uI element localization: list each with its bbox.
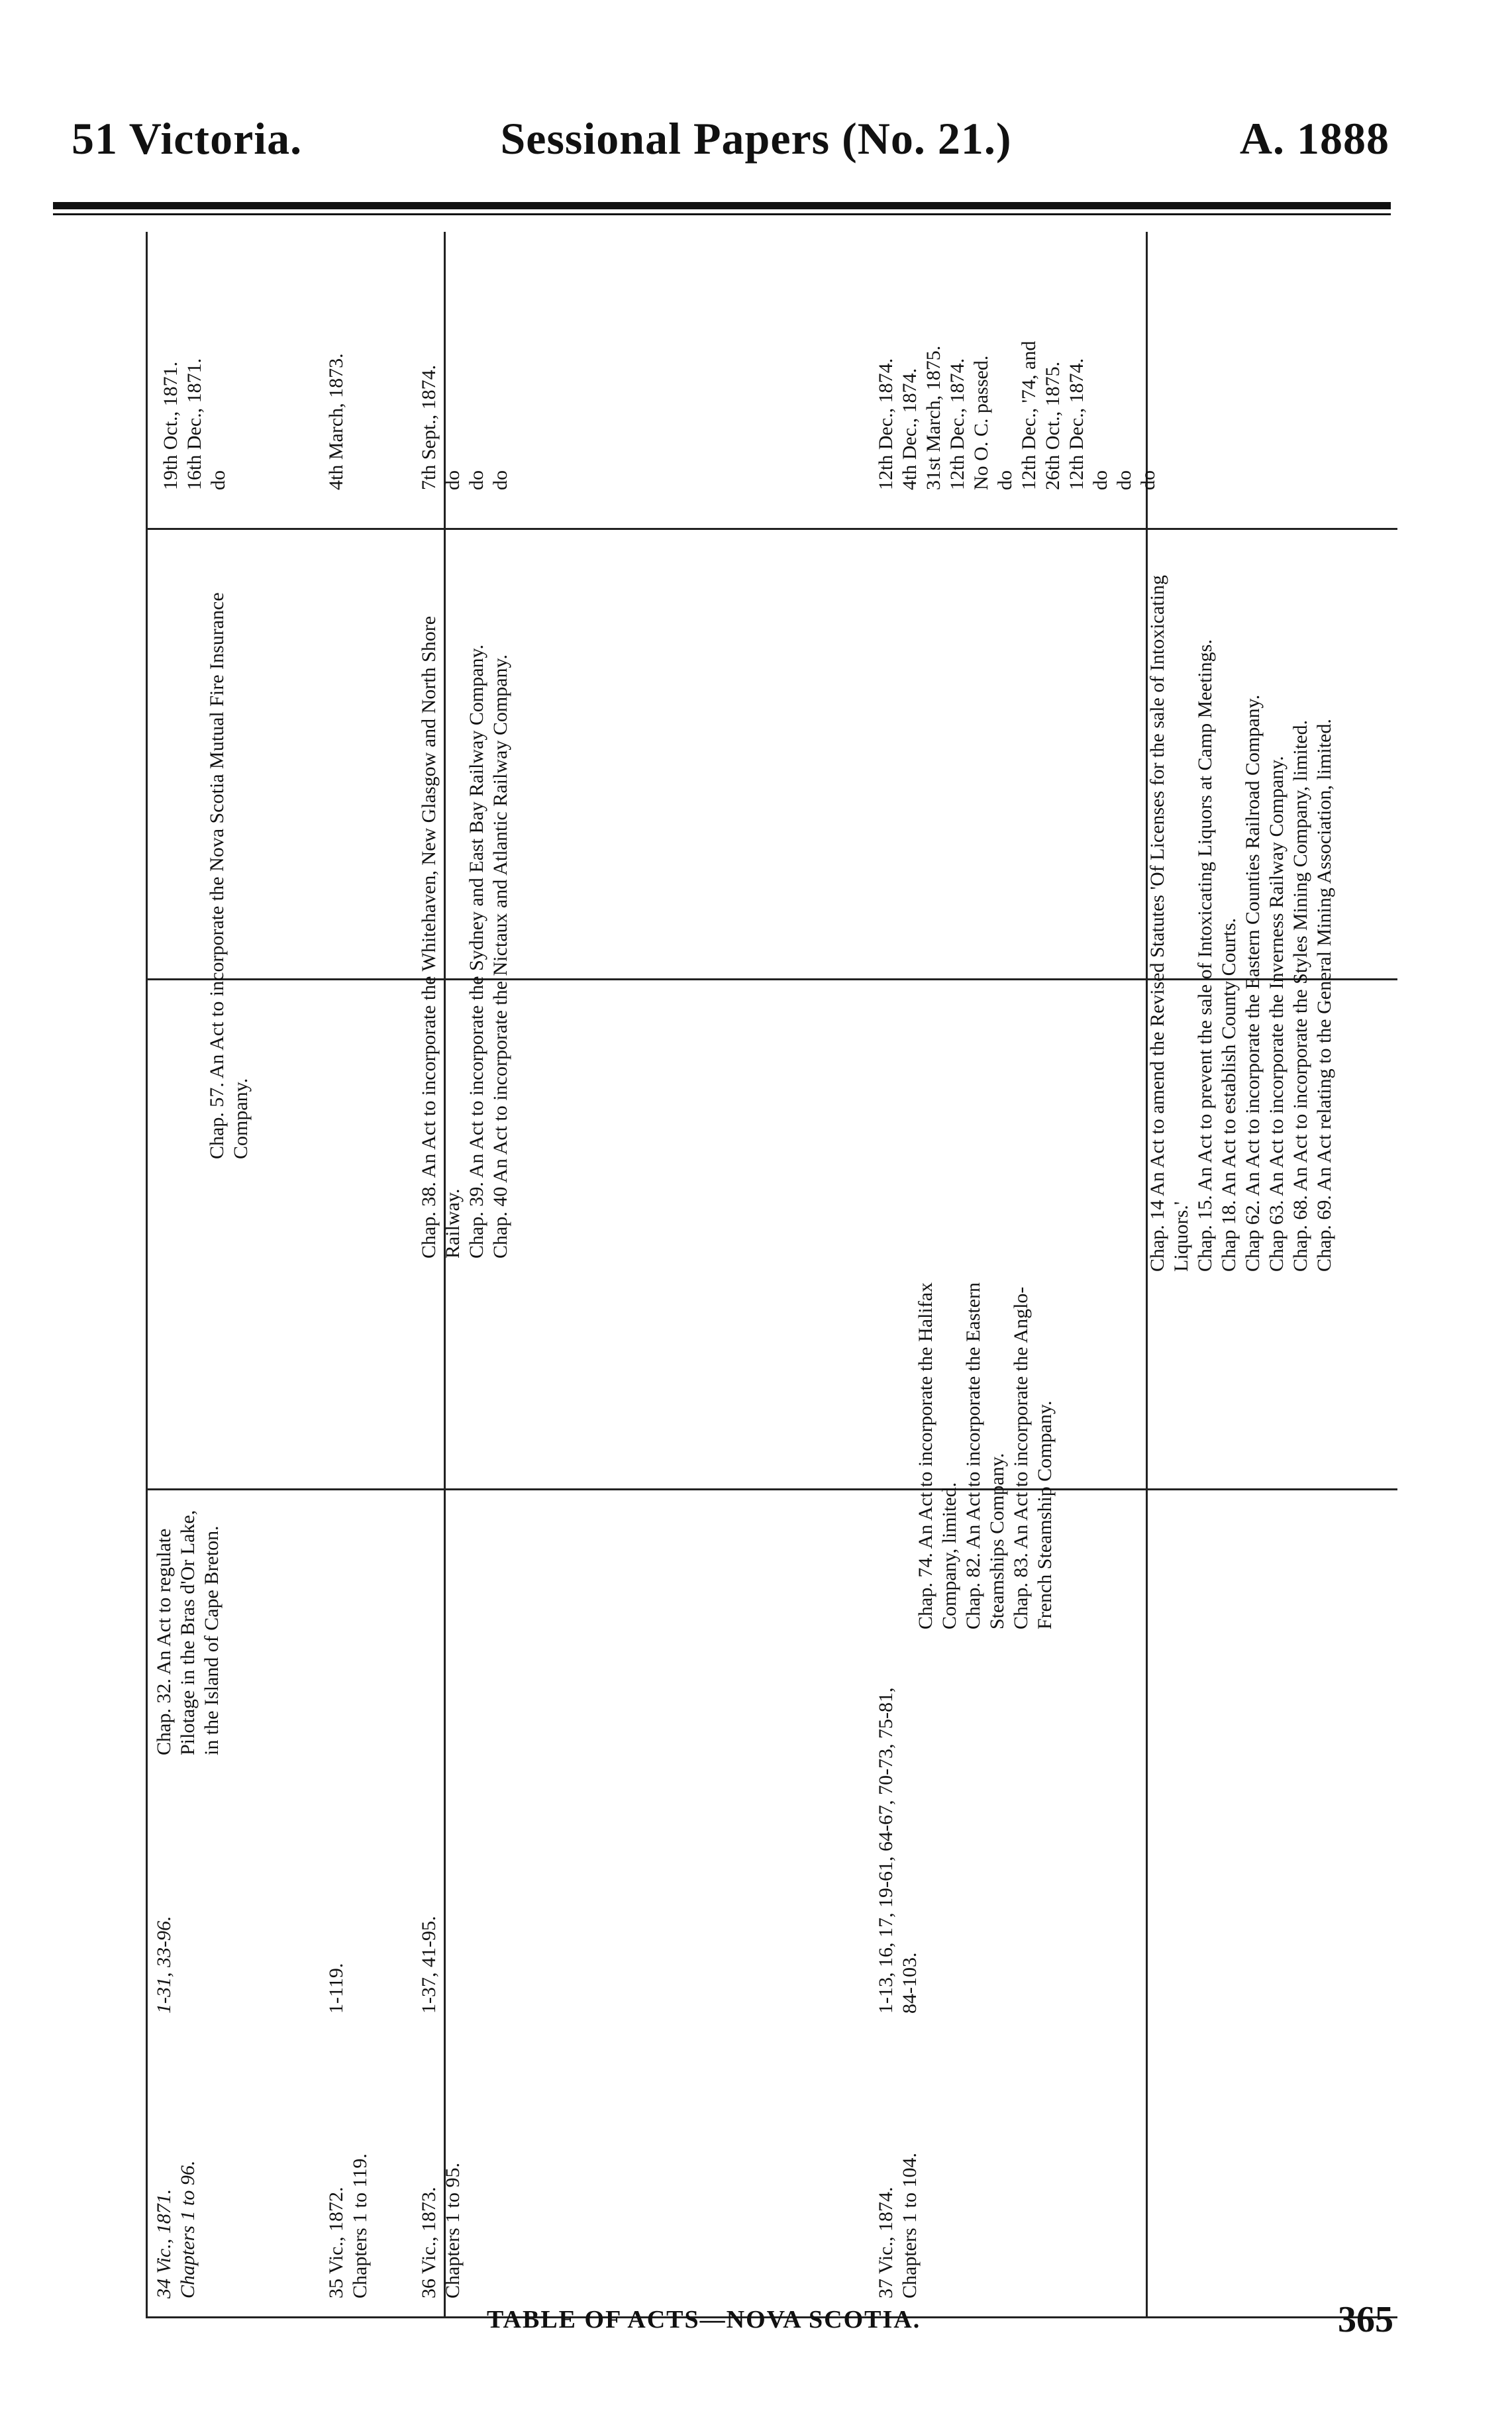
chapters-cell: 1-31, 33-96. (153, 1916, 175, 2014)
header-rule (53, 202, 1391, 209)
page-footer (0, 2299, 1512, 2358)
public-acts-cell: Chap. 14 An Act to amend the Revised Statutes 'Of Licenses for the sale of Intoxicating Liquors.' Chap. 15. An Act to prevent the sale of Intoxicating Liquors at Camp Meetings. Chap 18. An Act to establish County Courts. Chap 62. An Act to incorporate the Eastern Counties Railroad Company. Chap 63. An Act to incorporate the Inverness Railway Company. Chap. 68. An Act to incorporate the Styles Mining Company, limited. Chap. 69. An Act relating to the General Mining Association, limited. (1146, 575, 1335, 1272)
header-title: Sessional Papers (No. 21.) (500, 113, 1012, 164)
session-cell: 35 Vic., 1872. Chapters 1 to 119. (325, 2153, 371, 2298)
chapters-cell: 1-119. (325, 1963, 347, 2014)
private-acts-cell: Chap. 32. An Act to regulate Pilotage in the Bras d'Or Lake, in the Island of Cape Breton. (153, 1510, 223, 1755)
session-cell: 36 Vic., 1873. Chapters 1 to 95. (418, 2163, 464, 2298)
table-divider (146, 232, 148, 2318)
public-acts-cell: Chap. 38. An Act to incorporate the Whitehaven, New Glasgow and North Shore Railway. Chap. 39. An Act to incorporate the Sydney and East Bay Railway Company. Chap. 40 An Act to incorporate the Nictaux and Atlantic Railway Company. (418, 615, 511, 1259)
page-header (0, 113, 1512, 185)
dates-cell: 7th Sept., 1874. do do do (418, 364, 511, 490)
public-acts-cell: Chap. 57. An Act to incorporate the Nova Scotia Mutual Fire Insurance Company. (206, 592, 252, 1159)
session-cell: 37 Vic., 1874. Chapters 1 to 104. (875, 2153, 921, 2298)
header-year: A. 1888 (1239, 113, 1389, 164)
table-title: TABLE OF ACTS—NOVA SCOTIA. (487, 2306, 921, 2334)
private-acts-cell: Chap. 74. An Act to incorporate the Halifax Company, limited. Chap. 82. An Act to incorporate the Eastern Steamships Company. Chap. 83. An Act to incorporate the Anglo-French Steamship Company. (915, 1282, 1056, 1629)
dates-cell: 4th March, 1873. (325, 353, 347, 490)
page-number: 365 (1338, 2299, 1393, 2340)
dates-cell: 19th Oct., 1871. 16th Dec., 1871. do (160, 358, 229, 490)
row-divider (146, 528, 1397, 530)
row-divider (146, 1488, 1397, 1490)
chapters-cell: 1-37, 41-95. (418, 1916, 440, 2014)
chapters-cell: 1-13, 16, 17, 19-61, 64-67, 70-73, 75-81, 84-103. (875, 1687, 921, 2014)
header-rule-thin (53, 213, 1391, 215)
header-session: 51 Victoria. (72, 113, 303, 164)
session-cell: 34 Vic., 1871. Chapters 1 to 96. (153, 2160, 199, 2298)
dates-cell: 12th Dec., 1874. 4th Dec., 1874. 31st March, 1875. 12th Dec., 1874. No O. C. passed. do 12th Dec., '74, and 26th Oct., 1875. 12th Dec., 1874. do do do (875, 340, 1159, 490)
acts-table (146, 232, 1397, 2318)
